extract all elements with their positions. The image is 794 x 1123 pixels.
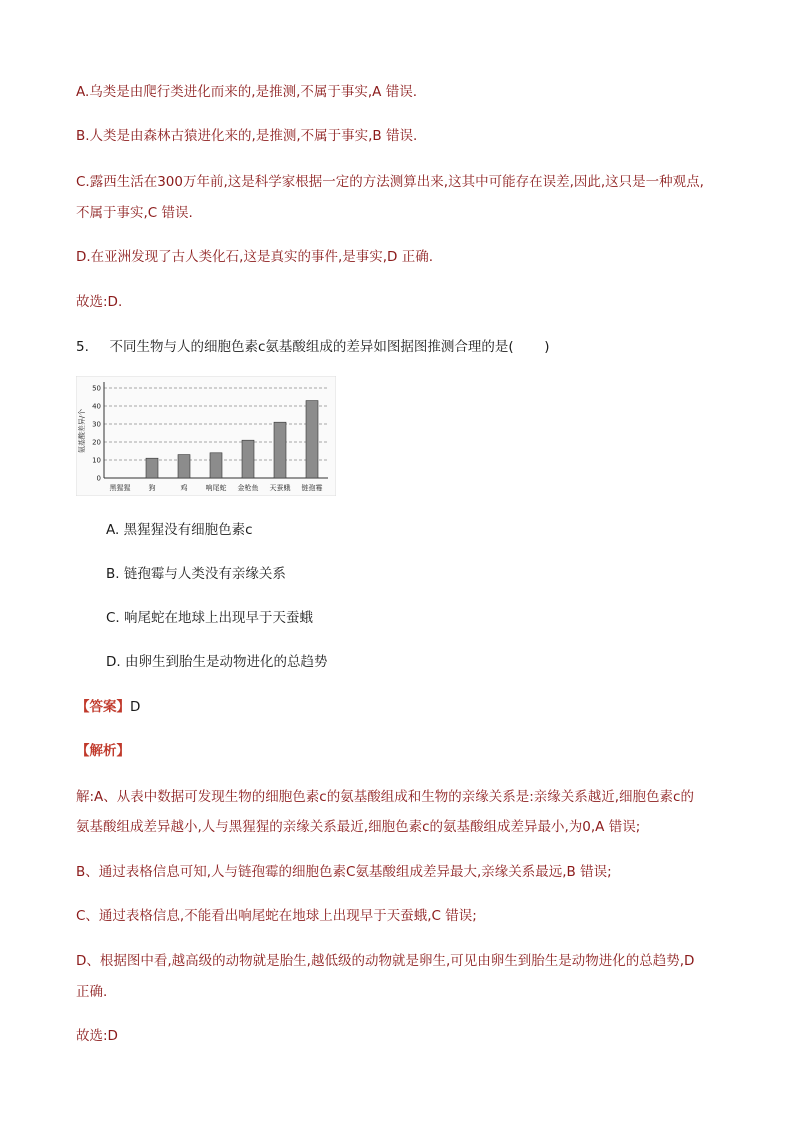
option-b[interactable]: B. 链孢霉与人类没有亲缘关系 [106,566,286,582]
option-a[interactable]: A. 黑猩猩没有细胞色素c [106,522,253,538]
bar-3 [210,453,222,478]
y-tick-label: 20 [92,438,101,447]
explanation-choice: 故选:D. [76,294,123,310]
question-text: 不同生物与人的细胞色素c氨基酸组成的差异如图据图推测合理的是( [109,339,514,355]
y-tick-label: 30 [92,420,101,429]
analysis-a-line2: 氨基酸组成差异越小,人与黑猩猩的亲缘关系最近,细胞色素c的氨基酸组成差异最小,为0,A 错误; [76,819,641,835]
x-tick-label: 响尾蛇 [205,484,227,492]
question-5 [76,337,550,357]
analysis-a-line1: 解:A、从表中数据可发现生物的细胞色素c的氨基酸组成和生物的亲缘关系是:亲缘关系越近,细胞色素c的 [76,789,694,805]
analysis-d-line1: D、根据图中看,越高级的动物就是胎生,越低级的动物就是卵生,可见由卵生到胎生是动物进化的总趋势,D [76,953,695,969]
bar-4 [242,440,254,478]
x-tick-label: 狗 [148,484,156,492]
x-tick-label: 链孢霉 [301,484,323,492]
analysis-d-line2: 正确. [76,984,108,1000]
analysis-b: B、通过表格信息可知,人与链孢霉的细胞色素C氨基酸组成差异最大,亲缘关系最远,B 错误; [76,864,612,880]
bar-2 [178,455,190,478]
x-tick-label: 天蚕蛾 [269,484,291,492]
analysis-choice: 故选:D [76,1028,118,1044]
y-axis-label: 氨基酸差异/个 [78,408,86,454]
option-c[interactable]: C. 响尾蛇在地球上出现早于天蚕蛾 [106,610,314,626]
explanation-b: B.人类是由森林古猿进化来的,是推测,不属于事实,B 错误. [76,128,418,144]
question-close-paren: ) [544,339,550,355]
x-tick-label: 鸡 [180,484,188,492]
y-tick-label: 10 [92,456,101,465]
y-tick-label: 40 [92,402,101,411]
analysis-label: 【解析】 [76,743,130,759]
explanation-c-line2: 不属于事实,C 错误. [76,205,193,221]
explanation-a: A.乌类是由爬行类进化而来的,是推测,不属于事实,A 错误. [76,84,417,100]
question-number: 5. [76,339,89,355]
explanation-d: D.在亚洲发现了古人类化石,这是真实的事件,是事实,D 正确. [76,249,434,265]
explanation-c-line1: C.露西生活在300万年前,这是科学家根据一定的方法测算出来,这其中可能存在误差,因此,这只是一种观点, [76,174,704,190]
bar-1 [146,458,158,478]
answer-line [76,697,140,717]
bar-6 [306,401,318,478]
analysis-c: C、通过表格信息,不能看出响尾蛇在地球上出现早于天蚕蛾,C 错误; [76,908,477,924]
amino-acid-difference-chart [76,376,336,496]
x-tick-label: 金枪鱼 [237,484,259,492]
bar-5 [274,422,286,478]
y-tick-label: 0 [96,474,101,483]
y-tick-label: 50 [92,384,101,393]
answer-label: 【答案】 [76,699,130,715]
answer-value: D [130,699,141,715]
option-d[interactable]: D. 由卵生到胎生是动物进化的总趋势 [106,654,328,670]
x-tick-label: 黑猩猩 [109,484,131,492]
